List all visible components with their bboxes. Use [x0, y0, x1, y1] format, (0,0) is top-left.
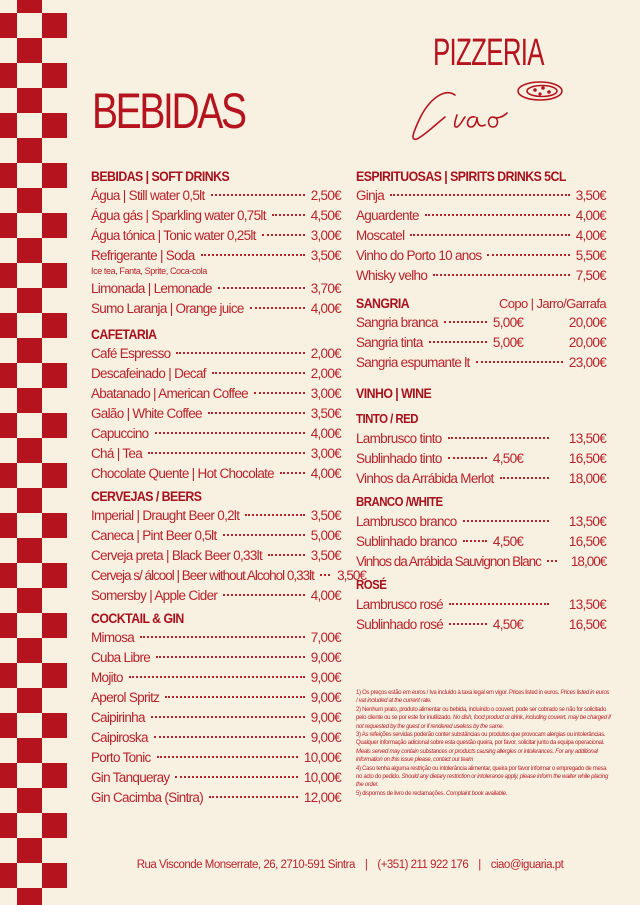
menu-item: Vinhos da Arrábida Sauvignon Blanc 18,00€: [356, 554, 607, 569]
menu-item: Caipiroska 9,00€: [91, 730, 341, 745]
dot-leader: [268, 554, 305, 556]
menu-item: Caneca | Pint Beer 0,5lt 5,00€: [91, 528, 341, 543]
menu-item: Galão | White Coffee 3,50€: [91, 406, 341, 421]
section-wine: [356, 383, 606, 635]
dot-leader: [444, 321, 487, 323]
dot-leader: [154, 736, 305, 738]
dot-leader: [547, 560, 557, 562]
menu-item: Água gás | Sparkling water 0,75lt 4,50€: [91, 208, 341, 223]
dot-leader: [223, 594, 305, 596]
menu-item: Caipirinha 9,00€: [91, 710, 341, 725]
dot-leader: [463, 520, 549, 522]
dot-leader: [209, 796, 298, 798]
menu-item: Lambrusco tinto 13,50€: [356, 431, 606, 446]
menu-item: Ginja 3,50€: [356, 188, 606, 203]
dot-leader: [280, 472, 305, 474]
dot-leader: [425, 214, 570, 216]
dot-leader: [175, 776, 297, 778]
footnote: 4) Caso tenha alguma restrição ou intolerância alimentar, queira por favor informar o empregado de mesa no acto do pedido. Should any dietary restriction or intolerance apply, please inform the waiter while placing the order.: [356, 765, 609, 789]
menu-item: Capuccino 4,00€: [91, 426, 341, 441]
ciao-script-pizza-icon: [405, 73, 580, 148]
menu-item: Sangria espumante lt 23,00€: [356, 355, 606, 370]
section-title: CERVEJAS / BEERS: [91, 488, 202, 504]
section-sangria: [356, 293, 606, 373]
menu-item: Somersby | Apple Cider 4,00€: [91, 588, 341, 603]
menu-item: Vinhos da Arrábida Merlot 18,00€: [356, 471, 606, 486]
menu-item: Imperial | Draught Beer 0,2lt 3,50€: [91, 508, 341, 523]
dot-leader: [212, 372, 305, 374]
footnote: 2) Nenhum prato, produto alimentar ou bebida, incluindo o couvert, pode ser cobrado se não for solicitado pelo cliente ou se por este for inutilizado. No dish, food product or drink, including couvert, may be charged if not requested by the guest or if rendered useless by the same.: [356, 706, 611, 730]
logo-word: PIZZERIA: [433, 32, 544, 74]
dot-leader: [390, 194, 570, 196]
subsection-title: BRANCO /WHITE: [356, 494, 443, 509]
dot-leader: [254, 392, 305, 394]
dot-leader: [500, 477, 549, 479]
dot-leader: [433, 274, 570, 276]
dot-leader: [320, 574, 330, 576]
section-soft-drinks: [91, 166, 341, 319]
dot-leader: [463, 540, 487, 542]
dot-leader: [129, 676, 305, 678]
menu-item: Aguardente 4,00€: [356, 208, 606, 223]
menu-item: Abatanado | American Coffee 3,00€: [91, 386, 341, 401]
section-cafetaria: [91, 324, 341, 484]
menu-item: Gin Tanqueray 10,00€: [91, 770, 341, 785]
menu-item: Whisky velho 7,50€: [356, 268, 606, 283]
dot-leader: [211, 194, 305, 196]
footer-email[interactable]: ciao@iguaria.pt: [490, 859, 564, 871]
menu-item: Sublinhado rosé 4,50€ 16,50€: [356, 617, 606, 632]
menu-item: Cuba Libre 9,00€: [91, 650, 341, 665]
section-beers: [91, 486, 366, 606]
section-title: BEBIDAS | SOFT DRINKS: [91, 168, 230, 184]
dot-leader: [448, 437, 549, 439]
dot-leader: [262, 234, 305, 236]
dot-leader: [156, 656, 305, 658]
dot-leader: [410, 234, 569, 236]
dot-leader: [223, 534, 305, 536]
section-spirits: [356, 166, 606, 286]
footnotes: [356, 689, 611, 798]
menu-item: Cerveja s/ álcool | Beer without Alcohol 0,33lt 3,50€: [91, 568, 366, 583]
dot-leader: [250, 307, 305, 309]
subsection-title: TINTO / RED: [356, 411, 418, 426]
subsection-title: ROSÉ: [356, 577, 387, 592]
menu-item: Lambrusco rosé 13,50€: [356, 597, 606, 612]
footer-phone[interactable]: (+351) 211 922 176: [377, 859, 469, 871]
menu-item: Água tónica | Tonic water 0,25lt 3,00€: [91, 228, 341, 243]
checkerboard-border: [0, 0, 67, 905]
menu-item: Refrigerante | Soda 3,50€: [91, 248, 341, 263]
dot-leader: [140, 636, 305, 638]
menu-item: Moscatel 4,00€: [356, 228, 606, 243]
dot-leader: [476, 361, 563, 363]
dot-leader: [176, 352, 304, 354]
section-title: ESPIRITUOSAS | SPIRITS DRINKS 5CL: [356, 168, 566, 184]
menu-item: Mojito 9,00€: [91, 670, 341, 685]
dot-leader: [208, 412, 305, 414]
separator: |: [478, 859, 481, 871]
dot-leader: [165, 696, 305, 698]
footnote: 1) Os preços estão em euros / Iva incluído à taxa legal em vigor. Prices listed in euros. Prices listed in euros / vat included at the current rate.: [356, 690, 610, 705]
menu-item: Sublinhado branco 4,50€ 16,50€: [356, 534, 606, 549]
dot-leader: [448, 457, 487, 459]
menu-item: Gin Cacimba (Sintra) 12,00€: [91, 790, 341, 805]
menu-item: Sublinhado tinto 4,50€ 16,50€: [356, 451, 606, 466]
menu-item: Limonada | Lemonade 3,70€: [91, 281, 341, 296]
dot-leader: [449, 603, 549, 605]
menu-item: Chá | Tea 3,00€: [91, 446, 341, 461]
menu-item: Sangria tinta 5,00€ 20,00€: [356, 335, 606, 350]
dot-leader: [151, 716, 305, 718]
dot-leader: [201, 254, 305, 256]
dot-leader: [272, 214, 305, 216]
section-title: COCKTAIL & GIN: [91, 610, 184, 626]
dot-leader: [487, 254, 569, 256]
dot-leader: [155, 432, 305, 434]
page-title: BEBIDAS: [92, 83, 245, 139]
footer-address: Rua Visconde Monserrate, 26, 2710-591 Sintra: [136, 859, 355, 871]
menu-item: Água | Still water 0,5lt 2,50€: [91, 188, 341, 203]
section-title: CAFETARIA: [91, 326, 157, 342]
footnote: 3) As refeições servidas poderão conter substâncias ou produtos que provocam alergias ou intolerâncias. Qualquer informação adicional sobre esta questão queira, por favor, solicitar junto da equipa operacional. Meals served may contain substances or products causing allergies or intolerances. For any additional information on this issue please, contact our team: [356, 732, 606, 764]
menu-item: Sumo Laranja | Orange juice 4,00€: [91, 301, 341, 316]
separator: |: [364, 859, 368, 871]
menu-item: Mimosa 7,00€: [91, 630, 341, 645]
section-cocktail-gin: [91, 608, 341, 808]
menu-item: Sangria branca 5,00€ 20,00€: [356, 315, 606, 330]
dot-leader: [429, 341, 487, 343]
menu-item: Vinho do Porto 10 anos 5,50€: [356, 248, 606, 263]
footer-contact: [0, 859, 640, 871]
menu-item: Chocolate Quente | Hot Chocolate 4,00€: [91, 466, 341, 481]
dot-leader: [148, 452, 305, 454]
menu-item: Porto Tonic 10,00€: [91, 750, 341, 765]
dot-leader: [449, 623, 487, 625]
pizzeria-ciao-logo: [405, 28, 580, 148]
section-title: SANGRIA: [356, 295, 410, 311]
menu-item: Cerveja preta | Black Beer 0,33lt 3,50€: [91, 548, 341, 563]
section-title: VINHO | WINE: [356, 385, 432, 401]
dot-leader: [245, 514, 304, 516]
sangria-column-headers: Copo | Jarro/Garrafa: [498, 295, 606, 311]
soda-note: Ice tea, Fanta, Sprite, Coca-cola: [91, 266, 207, 276]
menu-item: Lambrusco branco 13,50€: [356, 514, 606, 529]
menu-item: Descafeinado | Decaf 2,00€: [91, 366, 341, 381]
dot-leader: [218, 287, 305, 289]
footnote: 5) dispomos de livro de reclamações. Complaint book available.: [356, 790, 508, 797]
dot-leader: [157, 756, 298, 758]
menu-item: Aperol Spritz 9,00€: [91, 690, 341, 705]
menu-item: Café Espresso 2,00€: [91, 346, 341, 361]
